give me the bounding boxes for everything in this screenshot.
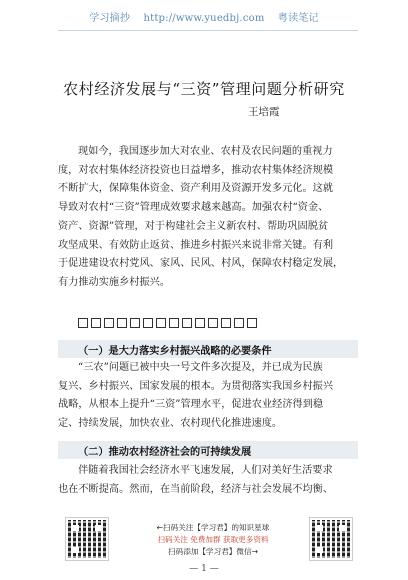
text-line: 有力推动实施乡村振兴。	[58, 276, 171, 288]
header-left-text: 学习摘抄	[89, 13, 131, 24]
placeholder-box	[143, 318, 153, 328]
placeholder-box	[130, 318, 140, 328]
text-line: 定、持续发展，加快农业、农村现代化推进速度。	[58, 418, 283, 430]
placeholder-box	[156, 318, 166, 328]
text-line: 现如今，我国逐步加大对农业、农村及农民问题的重视力	[78, 146, 333, 157]
paragraph-section-1	[58, 359, 358, 434]
placeholder-box	[91, 318, 101, 328]
section-heading-text: （一）是大力落实乡村振兴战略的必要条件	[78, 346, 272, 357]
qr-code-icon[interactable]	[66, 518, 108, 560]
placeholder-boxes	[78, 318, 338, 332]
section-heading-1	[58, 340, 358, 358]
placeholder-box	[234, 318, 244, 328]
section-heading-2	[58, 441, 358, 459]
placeholder-box	[117, 318, 127, 328]
paragraph-intro	[58, 143, 358, 293]
paragraph-section-2	[58, 462, 358, 499]
footer-promo	[58, 510, 358, 565]
text-line: 度，对农村集体经济投资也日益增多，推动农村集体经济规模	[58, 164, 334, 176]
text-line: 导致对农村“三资”管理成效要求越来越高。加强农村“资金、	[58, 202, 329, 214]
text-line: 不断扩大，保障集体资金、资产利用及资源开发多元化。这就	[58, 183, 334, 195]
text-line: 资产、资源”管理，对于构建社会主义新农村、帮助巩固脱贫	[58, 220, 329, 232]
placeholder-box	[182, 318, 192, 328]
text-line: 复兴、乡村振兴、国家发展的根本。为贯彻落实我国乡村振兴	[58, 380, 334, 392]
text-line: “三农”问题已被中央一号文件多次提及，并已成为民族	[78, 362, 323, 373]
placeholder-box	[104, 318, 114, 328]
footer-line: 扫码关注 免费加群 获取更多资料	[157, 535, 269, 544]
text-line: 战略，从根本上提升“三资”管理水平，促进农业经济得到稳	[58, 399, 324, 411]
page-number: — 1 —	[189, 564, 219, 574]
footer-line: 扫码添加【学习君】微信→	[168, 547, 258, 556]
text-line: 于促进建设农村党风、家风、民风、村风，保障农村稳定发展，	[58, 258, 344, 270]
placeholder-box	[78, 318, 88, 328]
document-author: 王培霞	[248, 106, 280, 118]
text-line: 伴随着我国社会经济水平飞速发展，人们对美好生活要求	[78, 465, 333, 476]
placeholder-box	[247, 318, 257, 328]
placeholder-box	[208, 318, 218, 328]
placeholder-box	[221, 318, 231, 328]
footer-line: ←扫码关注【学习君】的知识星球	[156, 523, 270, 532]
text-line: 攻坚成果、有效防止返贫、推进乡村振兴来说非常关键。有利	[58, 239, 334, 251]
header-divider	[58, 30, 358, 31]
page-header	[0, 9, 408, 24]
header-right-text: 粤读笔记	[277, 13, 319, 24]
qr-code-icon[interactable]	[310, 518, 352, 560]
footer-promo-text	[128, 522, 298, 558]
header-url[interactable]: http://www.yuedbj.com	[143, 13, 265, 24]
section-heading-text: （二）推动农村经济社会的可持续发展	[78, 447, 252, 458]
text-line: 也在不断提高。然而，在当前阶段，经济与社会发展不均衡、	[58, 483, 334, 495]
document-title: 农村经济发展与“三资”管理问题分析研究	[63, 80, 345, 98]
placeholder-box	[169, 318, 179, 328]
placeholder-box	[195, 318, 205, 328]
